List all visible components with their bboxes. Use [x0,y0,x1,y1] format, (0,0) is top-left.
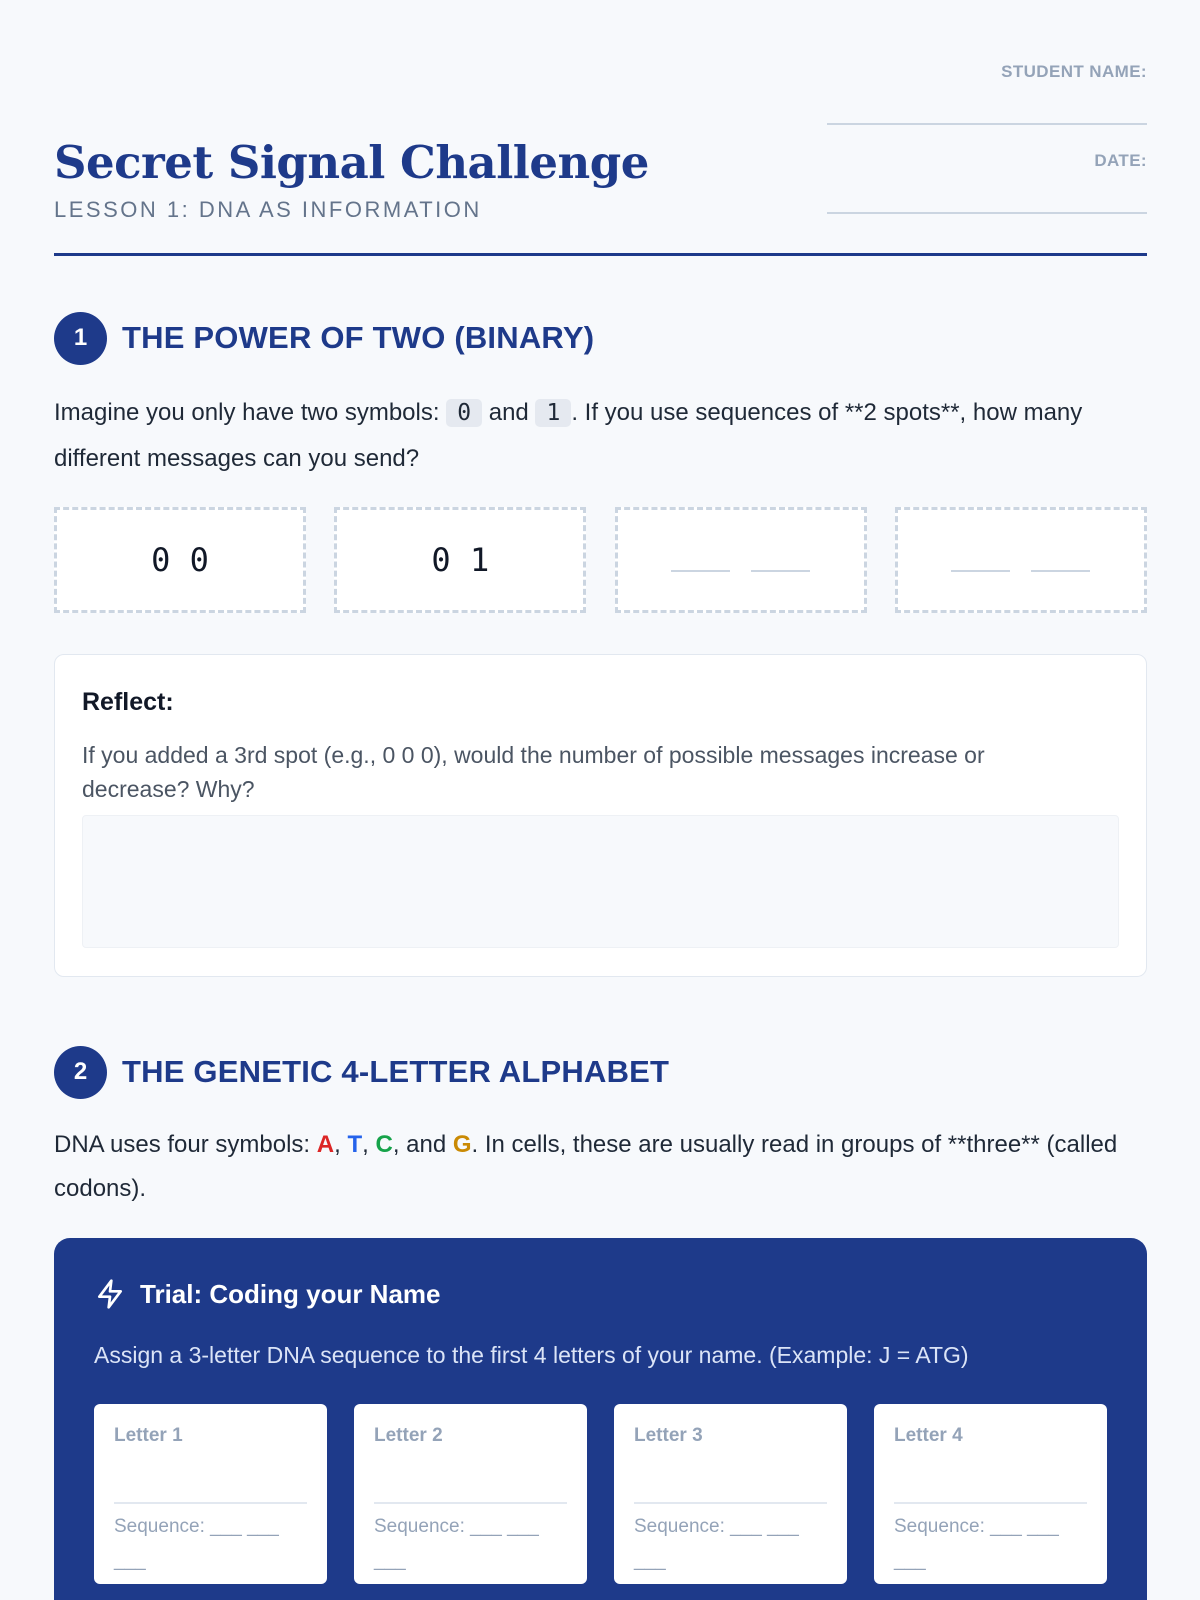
letter-input-line[interactable] [894,1502,1087,1504]
blank-line [751,570,810,572]
blank-line [1031,570,1090,572]
reflect-question: If you added a 3rd spot (e.g., 0 0 0), would the number of possible messages increase or decrease? Why? [82,742,985,802]
letter-label: Letter 2 [374,1425,443,1446]
trial-description: Assign a 3-letter DNA sequence to the first 4 letters of your name. (Example: J = ATG) [94,1342,969,1368]
intro-text: . In cells, these are usually read in groups of **three** (called codons). [54,1131,1118,1202]
section-title: THE GENETIC 4-LETTER ALPHABET [122,1054,670,1089]
sequence-prompt: Sequence: ___ ___ ___ [374,1516,539,1571]
letter-label: Letter 1 [114,1425,183,1446]
binary-intro-paragraph [54,390,1147,482]
dna-intro-paragraph [54,1123,1147,1211]
binary-sequence-slots [54,507,1147,613]
separator: , [334,1131,348,1158]
intro-text: Imagine you only have two symbols: [54,399,447,426]
letter-label: Letter 3 [634,1425,703,1446]
sequence-prompt: Sequence: ___ ___ ___ [634,1516,799,1571]
sequence-slot: 0 0 [54,507,306,613]
sequence-prompt: Sequence: ___ ___ ___ [894,1516,1059,1571]
separator: , and [392,1131,453,1158]
student-name-field[interactable] [827,123,1147,125]
dna-letter-c: C [375,1131,393,1158]
worksheet-page [54,0,1147,1600]
section-2-heading [54,1045,669,1099]
worksheet-header [54,0,1147,256]
dna-letter-t: T [347,1131,363,1158]
intro-text: DNA uses four symbols: [54,1131,317,1158]
dna-letter-a: A [316,1131,335,1158]
letter-label: Letter 4 [894,1425,963,1446]
page-title: Secret Signal Challenge [54,136,649,189]
intro-text: and [482,399,536,426]
letter-input-line[interactable] [634,1502,827,1504]
reflect-card [54,654,1147,977]
intro-text: . If you use sequences of **2 spots**, how many different messages can you send? [54,399,1083,472]
letter-card[interactable] [94,1404,327,1584]
symbol-one: 1 [535,399,571,427]
student-meta [827,62,1147,240]
letter-input-line[interactable] [374,1502,567,1504]
lesson-subtitle: LESSON 1: DNA AS INFORMATION [54,197,482,222]
sequence-prompt: Sequence: ___ ___ ___ [114,1516,279,1571]
separator: , [362,1131,376,1158]
student-name-label: STUDENT NAME: [1001,62,1147,81]
section-title: THE POWER OF TWO (BINARY) [122,320,595,355]
date-label: DATE: [1094,151,1147,170]
date-field[interactable] [827,212,1147,214]
letter-card[interactable] [614,1404,847,1584]
section-number-badge: 2 [54,1046,107,1099]
trial-title: Trial: Coding your Name [140,1278,441,1309]
reflect-title: Reflect: [82,688,174,716]
reflect-answer-box[interactable] [82,815,1119,948]
sequence-slot: 0 1 [334,507,586,613]
letter-card[interactable] [354,1404,587,1584]
bolt-icon [94,1278,126,1310]
symbol-zero: 0 [446,399,482,427]
dna-letter-g: G [452,1131,472,1158]
letter-card[interactable] [874,1404,1107,1584]
trial-panel [54,1238,1147,1600]
blank-line [951,570,1010,572]
blank-line [671,570,730,572]
letter-cards [94,1404,1107,1584]
sequence-slot-blank[interactable] [615,507,867,613]
letter-input-line[interactable] [114,1502,307,1504]
section-1-heading [54,311,594,365]
section-number-badge: 1 [54,312,107,365]
sequence-slot-blank[interactable] [895,507,1147,613]
trial-heading [94,1278,441,1310]
